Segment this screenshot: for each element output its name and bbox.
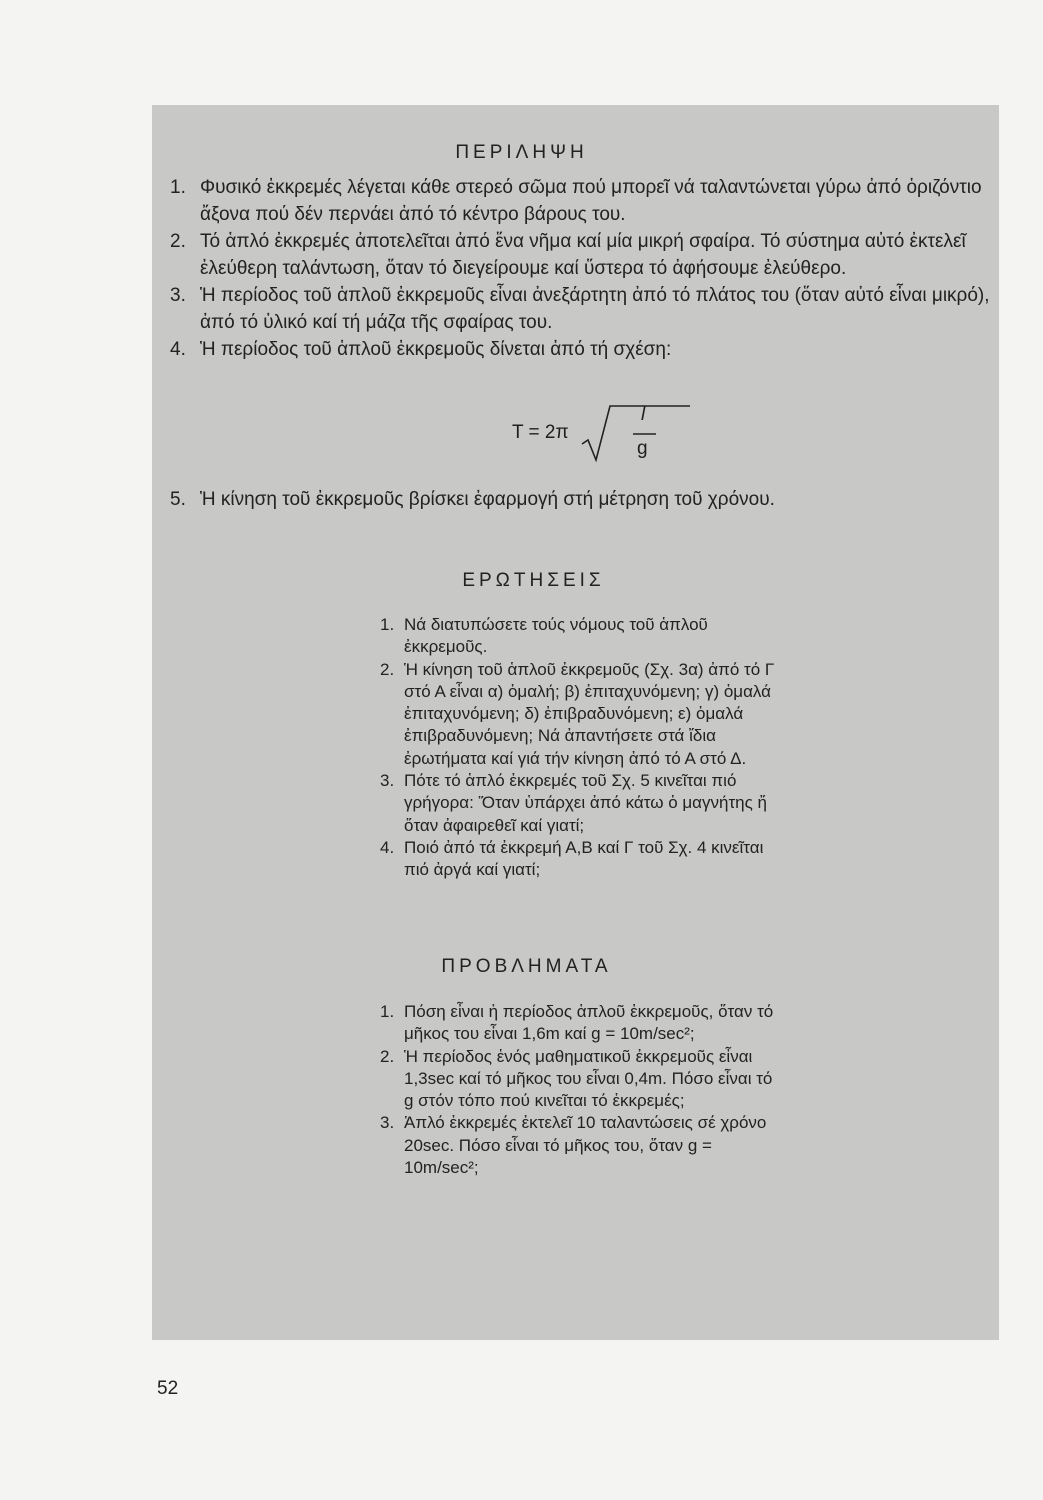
summary-item-number: 3. — [170, 285, 186, 306]
problems-list — [380, 1001, 780, 1179]
summary-item — [170, 174, 992, 228]
summary-item — [170, 486, 992, 513]
summary-title: ΠΕΡΙΛΗΨΗ — [455, 142, 588, 163]
problem-item-text: Ἁπλό ἐκκρεμές ἐκτελεῖ 10 ταλαντώσεις σέ χρόνο 20sec. Πόσο εἶναι τό μῆκος του, ὅταν g = 10m/sec²; — [404, 1113, 767, 1178]
summary-item-number: 1. — [170, 177, 186, 198]
problem-item — [380, 1112, 780, 1179]
formula-denominator: g — [637, 438, 648, 459]
problem-item — [380, 1001, 780, 1046]
problem-item — [380, 1046, 780, 1113]
question-item-number: 4. — [380, 837, 395, 857]
question-item — [380, 837, 780, 882]
question-item-text: Ἡ κίνηση τοῦ ἁπλοῦ ἐκκρεμοῦς (Σχ. 3α) ἀπό τό Γ στό Α εἶναι α) ὁμαλή; β) ἐπιταχυνόμενη; γ) ὁμαλά ἐπιταχυνόμενη; δ) ἐπιβραδυνόμενη; ε) ὁμαλά ἐπιβραδυνόμενη; Νά ἀπαντήσετε στά ἴδια ἐρωτήματα καί γιά τήν κίνηση ἀπό τό Α στό Δ. — [404, 659, 775, 768]
problem-item-number: 3. — [380, 1113, 395, 1133]
summary-item — [170, 228, 992, 282]
question-item-number: 3. — [380, 771, 395, 791]
question-item — [380, 614, 780, 659]
formula-lhs: T = 2π — [512, 422, 569, 443]
question-item-text: Νά διατυπώσετε τούς νόμους τοῦ ἁπλοῦ ἐκκρεμοῦς. — [404, 615, 708, 657]
question-item — [380, 659, 780, 770]
summary-item — [170, 336, 992, 363]
summary-list — [170, 174, 992, 363]
problem-item-number: 1. — [380, 1002, 395, 1021]
summary-item — [170, 282, 992, 336]
questions-title: ΕΡΩΤΗΣΕΙΣ — [462, 570, 605, 591]
summary-item-number: 2. — [170, 231, 186, 252]
question-item-number: 1. — [380, 615, 395, 634]
summary-list-continued — [170, 486, 992, 513]
square-root-sign — [580, 402, 692, 464]
summary-item-text: Τό ἁπλό ἐκκρεμές ἀποτελεῖται ἀπό ἕνα νῆμα καί μία μικρή σφαίρα. Τό σύστημα αὐτό ἐκτελεῖ ἐλεύθερη ταλάντωση, ὅταν τό διεγείρουμε καί ὕστερα τό ἀφήσουμε ἐλεύθερο. — [200, 231, 966, 279]
summary-item-number: 5. — [170, 489, 186, 510]
summary-item-text: Ἡ περίοδος τοῦ ἁπλοῦ ἐκκρεμοῦς δίνεται ἀπό τή σχέση: — [200, 339, 672, 360]
summary-item-text: Ἡ περίοδος τοῦ ἁπλοῦ ἐκκρεμοῦς εἶναι ἀνεξάρτητη ἀπό τό πλάτος του (ὅταν αὐτό εἶναι μικρό), ἀπό τό ὑλικό καί τή μάζα τῆς σφαίρας του. — [200, 285, 990, 333]
question-item-number: 2. — [380, 659, 395, 679]
summary-item-number: 4. — [170, 339, 186, 360]
summary-item-text: Ἡ κίνηση τοῦ ἐκκρεμοῦς βρίσκει ἐφαρμογή στή μέτρηση τοῦ χρόνου. — [200, 489, 775, 510]
question-item-text: Πότε τό ἁπλό ἐκκρεμές τοῦ Σχ. 5 κινεῖται πιό γρήγορα: Ὅταν ὑπάρχει ἀπό κάτω ὁ μαγνήτης ἤ ὅταν ἀφαιρεθεῖ καί γιατί; — [404, 771, 768, 835]
question-item-text: Ποιό ἀπό τά ἐκκρεμή Α,Β καί Γ τοῦ Σχ. 4 κινεῖται πιό ἀργά καί γιατί; — [404, 837, 764, 880]
question-item — [380, 770, 780, 837]
problem-item-text: Ἡ περίοδος ἑνός μαθηματικοῦ ἐκκρεμοῦς εἶναι 1,3sec καί τό μῆκος του εἶναι 0,4m. Πόσο εἶναι τό g στόν τόπο πού κινεῖται τό ἐκκρεμές; — [404, 1046, 773, 1111]
questions-list — [380, 614, 780, 882]
problems-title: ΠΡΟΒΛΗΜΑΤΑ — [441, 956, 612, 977]
problem-item-number: 2. — [380, 1046, 395, 1066]
pendulum-period-formula — [512, 402, 692, 464]
problem-item-text: Πόση εἶναι ἡ περίοδος ἁπλοῦ ἐκκρεμοῦς, ὅταν τό μῆκος του εἶναι 1,6m καί g = 10m/sec²; — [404, 1002, 774, 1044]
summary-item-text: Φυσικό ἐκκρεμές λέγεται κάθε στερεό σῶμα πού μπορεῖ νά ταλαντώνεται γύρω ἀπό ὁριζόντιο ἄξονα πού δέν περνάει ἀπό τό κέντρο βάρους του. — [200, 177, 982, 225]
formula-numerator: l — [641, 404, 646, 425]
page-number: 52 — [157, 1378, 179, 1399]
